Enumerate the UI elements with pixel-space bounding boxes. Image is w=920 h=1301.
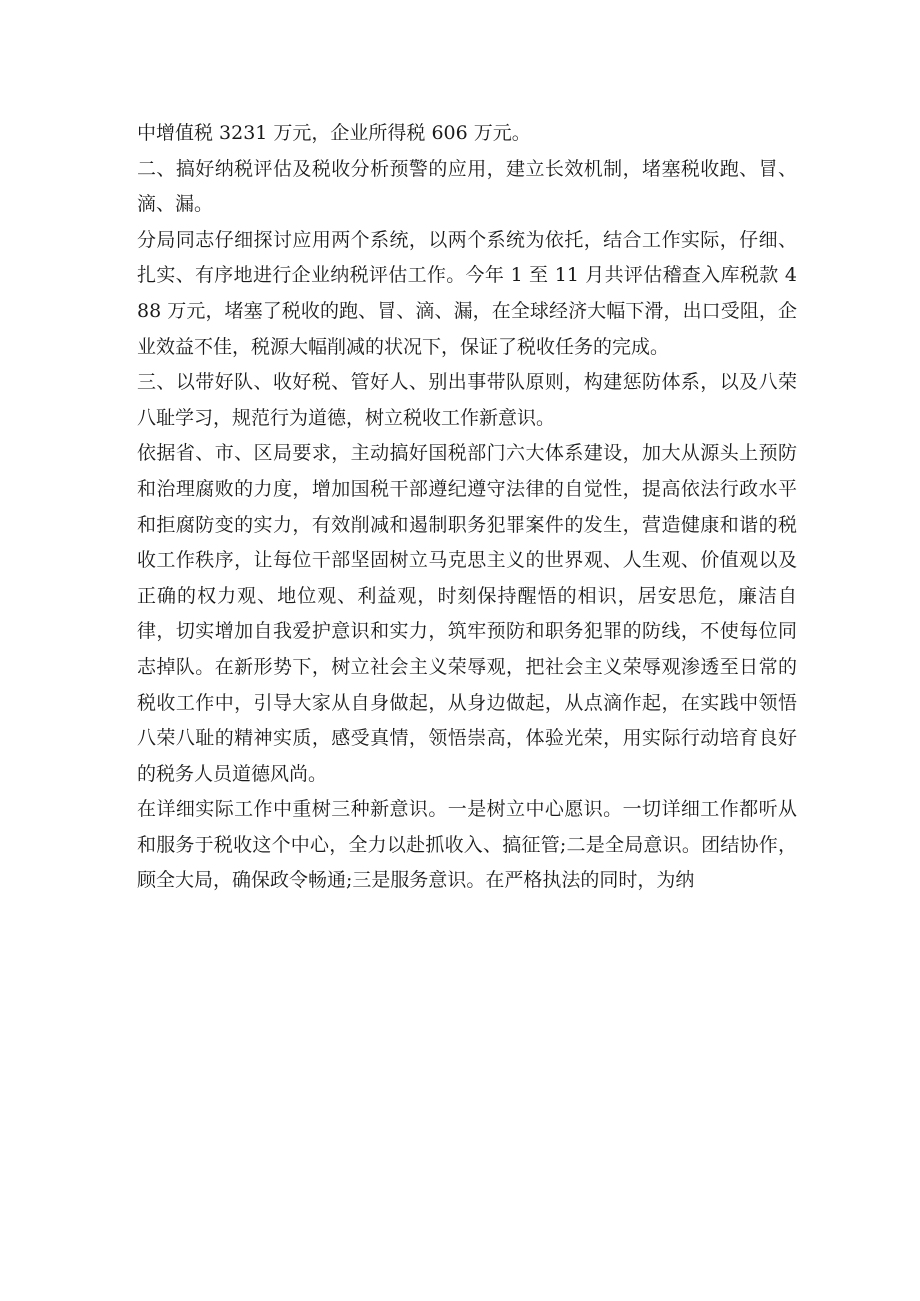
paragraph-three-awareness: 在详细实际工作中重树三种新意识。一是树立中心愿识。一切详细工作都听从和服务于税收这个中心，全力以赴抓收入、搞征管;二是全局意识。团结协作，顾全大局，确保政令畅通;三是服务意识。在严格执法的同时，为纳 xyxy=(137,798,797,892)
paragraph-anti-corruption: 依据省、市、区局要求，主动搞好国税部门六大体系建设，加大从源头上预防和治理腐败的力度，增加国税干部遵纪遵守法律的自觉性，提高依法行政水平和拒腐防变的实力，有效削减和遏制职务犯罪案件的发生，营造健康和谐的税收工作秩序，让每位干部坚固树立马克思主义的世界观、人生观、价值观以及正确的权力观、地位观、利益观，时刻保持醒悟的相识，居安思危，廉洁自律，切实增加自我爱护意识和实力，筑牢预防和职务犯罪的防线，不使每位同志掉队。在新形势下，树立社会主义荣辱观，把社会主义荣辱观渗透至日常的税收工作中，引导大家从自身做起，从身边做起，从点滴作起，在实践中领悟八荣八耻的精神实质，感受真情，领悟崇高，体验光荣，用实际行动培育良好的税务人员道德风尚。 xyxy=(137,442,797,785)
paragraph-heading-three: 三、以带好队、收好税、管好人、别出事带队原则，构建惩防体系，以及八荣八耻学习，规范行为道德，树立税收工作新意识。 xyxy=(137,371,797,429)
paragraph-heading-two: 二、搞好纳税评估及税收分析预警的应用，建立长效机制，堵塞税收跑、冒、滴、漏。 xyxy=(137,157,797,216)
document-body xyxy=(137,116,797,899)
paragraph-tax-figures: 中增值税 3231 万元，企业所得税 606 万元。 xyxy=(137,122,531,144)
paragraph-tax-assessment: 分局同志仔细探讨应用两个系统，以两个系统为依托，结合工作实际，仔细、扎实、有序地进行企业纳税评估工作。今年 1 至 11 月共评估稽查入库税款 488 万元，堵塞了税收的跑、冒、滴、漏，在全球经济大幅下滑，出口受阻，企业效益不佳，税源大幅削减的状况下，保证了税收任务的完成。 xyxy=(137,228,797,358)
